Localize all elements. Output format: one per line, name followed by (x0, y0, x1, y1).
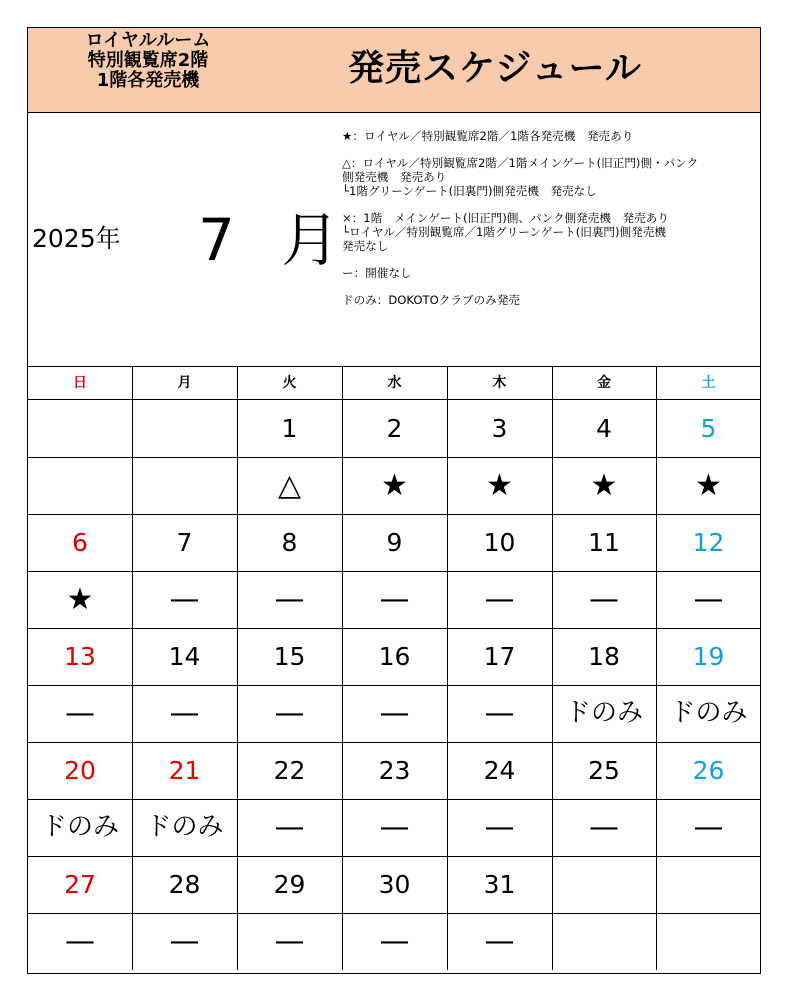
sale-status-cell: — (589, 810, 619, 845)
legend-gap (342, 198, 754, 211)
date-cell: 17 (483, 642, 516, 671)
sale-status-cell: — (379, 582, 410, 617)
sale-status-cell (132, 457, 237, 514)
sale-status-cell: ドのみ (145, 812, 224, 842)
sale-status-cell: — (693, 810, 724, 845)
date-cell: 26 (692, 756, 725, 785)
legend-gap (342, 280, 754, 293)
sale-status-cell: ★ (381, 468, 408, 503)
sale-status-cell: — (274, 582, 305, 617)
date-cell: 13 (64, 642, 96, 671)
date-cell: 14 (168, 642, 201, 671)
legend-gap (342, 253, 754, 266)
sale-status-cell: — (379, 696, 410, 731)
date-cell: 2 (386, 414, 403, 443)
header-band (28, 28, 760, 113)
sale-status-cell (656, 913, 761, 970)
page-title: 発売スケジュール (348, 48, 642, 89)
sale-status-cell: — (65, 924, 95, 959)
sale-status-cell: ドのみ (40, 812, 119, 842)
date-cell: 8 (281, 528, 298, 557)
weekday-header-row (28, 367, 760, 400)
date-cell: 30 (378, 870, 411, 899)
row-divider (28, 913, 760, 914)
sale-status-cell (552, 913, 656, 970)
legend-line: ×：1階 メインゲート(旧正門)側、パンク側発売機 発売あり (342, 211, 669, 225)
date-cell: 29 (273, 870, 306, 899)
date-cell: 22 (273, 756, 306, 785)
venue-line: ロイヤルルーム (85, 30, 211, 51)
legend-line: ★：ロイヤル／特別観覧席2階／1階各発売機 発売あり (342, 129, 634, 143)
date-cell: 28 (168, 870, 201, 899)
sale-status-cell: — (589, 582, 619, 617)
date-cell (28, 400, 132, 457)
weekday-header: 火 (282, 375, 297, 391)
date-cell: 9 (386, 528, 403, 557)
date-cell: 11 (588, 528, 620, 557)
sale-status-cell: — (274, 696, 305, 731)
sale-status-cell: — (169, 582, 200, 617)
sale-status-cell (28, 457, 132, 514)
venue-lines (28, 31, 268, 91)
venue-line: 1階各発売機 (96, 70, 200, 91)
column-divider (342, 367, 343, 970)
column-divider (552, 367, 553, 970)
sale-status-cell: — (484, 582, 515, 617)
sale-status-cell: ドのみ (669, 698, 748, 728)
sale-status-cell: — (65, 696, 95, 731)
sale-status-cell: — (693, 582, 724, 617)
weekday-header: 日 (73, 375, 87, 391)
sale-status-cell: — (169, 696, 200, 731)
sale-status-cell: — (169, 924, 200, 959)
legend-line: ー：開催なし (342, 266, 412, 280)
month-label: 7 月 (198, 206, 354, 274)
date-cell: 16 (378, 642, 411, 671)
date-cell: 5 (700, 414, 717, 443)
date-cell: 3 (491, 414, 508, 443)
date-cell: 21 (168, 756, 201, 785)
date-cell (656, 856, 761, 913)
info-area (28, 113, 760, 367)
row-divider (28, 571, 760, 572)
sale-status-cell: — (484, 696, 515, 731)
venue-line: 特別観覧席2階 (87, 50, 209, 71)
row-divider (28, 685, 760, 686)
legend-line: └ロイヤル／特別観覧席／1階グリーンゲート(旧裏門)側発売機 (342, 225, 666, 239)
column-divider (237, 367, 238, 970)
date-cell: 7 (176, 528, 193, 557)
weekday-header: 水 (387, 375, 402, 391)
row-divider (28, 799, 760, 800)
sale-status-cell: — (379, 924, 410, 959)
row-divider (28, 457, 760, 458)
date-cell: 24 (483, 756, 516, 785)
sale-status-cell: ★ (695, 468, 722, 503)
date-cell: 10 (483, 528, 516, 557)
sale-status-cell: △ (277, 468, 302, 503)
legend-line: 発売なし (342, 239, 389, 253)
schedule-sheet (27, 27, 761, 974)
sale-status-cell: ★ (590, 468, 618, 503)
sale-status-cell: ★ (66, 582, 94, 617)
date-cell: 19 (692, 642, 725, 671)
weekday-header: 金 (597, 375, 611, 391)
weekday-header: 月 (177, 375, 192, 391)
legend-gap (342, 143, 754, 156)
date-cell: 27 (64, 870, 96, 899)
column-divider (447, 367, 448, 970)
date-cell: 25 (588, 756, 620, 785)
legend-line: △：ロイヤル／特別観覧席2階／1階メインゲート(旧正門)側・パンク (342, 156, 699, 170)
weekday-header: 土 (701, 375, 716, 391)
year-label: 2025年 (32, 224, 121, 253)
date-cell: 4 (596, 414, 612, 443)
column-divider (132, 367, 133, 970)
date-cell: 18 (588, 642, 620, 671)
date-cell: 20 (64, 756, 96, 785)
legend-line: ドのみ：DOKOTOクラブのみ発売 (342, 293, 520, 307)
weekday-header: 木 (492, 375, 507, 391)
date-cell: 1 (281, 414, 298, 443)
sale-status-cell: ドのみ (564, 698, 643, 728)
sale-status-cell: — (484, 924, 515, 959)
sale-status-cell: — (484, 810, 515, 845)
date-cell: 23 (378, 756, 411, 785)
legend (342, 129, 754, 307)
column-divider (656, 367, 657, 970)
legend-line: └1階グリーンゲート(旧裏門)側発売機 発売なし (342, 184, 597, 198)
date-cell: 12 (692, 528, 725, 557)
sale-status-cell: — (274, 810, 305, 845)
sale-status-cell: — (274, 924, 305, 959)
date-cell: 31 (483, 870, 516, 899)
date-cell: 15 (273, 642, 306, 671)
sale-status-cell: — (379, 810, 410, 845)
date-cell (552, 856, 656, 913)
date-cell: 6 (72, 528, 88, 557)
date-cell (132, 400, 237, 457)
sale-status-cell: ★ (486, 468, 513, 503)
legend-line: 側発売機 発売あり (342, 170, 447, 184)
